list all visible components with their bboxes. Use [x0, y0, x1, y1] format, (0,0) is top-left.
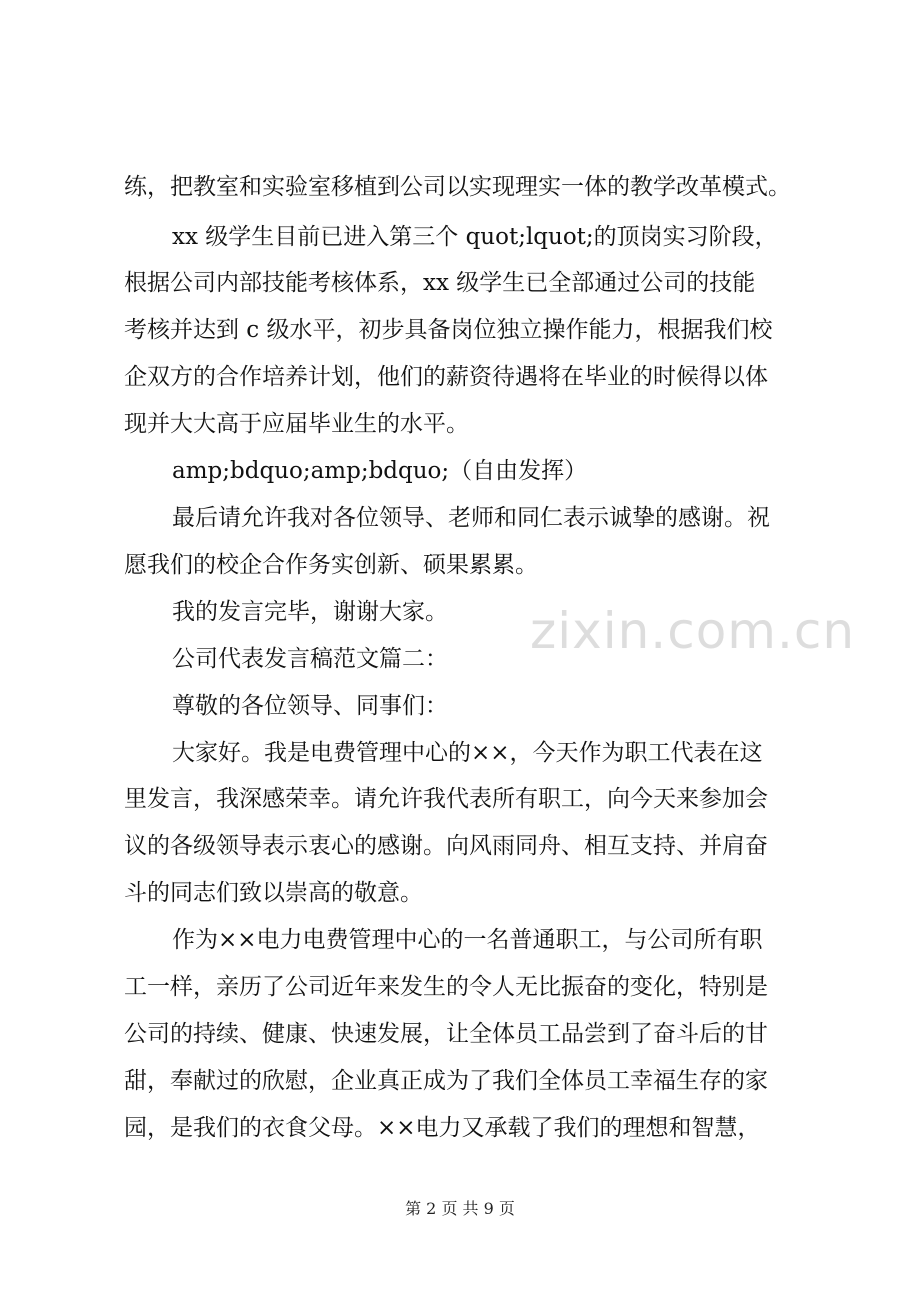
text-line: 大家好。我是电费管理中心的××，今天作为职工代表在这: [172, 740, 763, 766]
text-line: 现并大大高于应届毕业生的水平。: [124, 411, 469, 437]
page-number: 第 2 页 共 9 页: [405, 1199, 515, 1218]
text-line: 作为××电力电费管理中心的一名普通职工，与公司所有职: [172, 927, 763, 953]
text-line: 最后请允许我对各位领导、老师和同仁表示诚挚的感谢。祝: [172, 505, 770, 531]
text-line: 议的各级领导表示衷心的感谢。向风雨同舟、相互支持、并肩奋: [124, 833, 768, 859]
text-line: 企双方的合作培养计划，他们的薪资待遇将在毕业的时候得以体: [124, 364, 768, 390]
text-line: 愿我们的校企合作务实创新、硕果累累。: [124, 552, 538, 578]
text-line: 练，把教室和实验室移植到公司以实现理实一体的教学改革模式。: [124, 174, 791, 200]
text-line: 考核并达到 c 级水平，初步具备岗位独立操作能力，根据我们校: [124, 317, 773, 343]
watermark: zixin.com.cn: [530, 602, 856, 660]
text-line: 里发言，我深感荣幸。请允许我代表所有职工，向今天来参加会: [124, 786, 768, 812]
text-line: 斗的同志们致以崇高的敬意。: [124, 880, 423, 906]
text-line: 甜，奉献过的欣慰，企业真正成为了我们全体员工幸福生存的家: [124, 1068, 768, 1094]
text-line: amp;bdquo;amp;bdquo;（自由发挥）: [172, 458, 588, 484]
text-line: 公司的持续、健康、快速发展，让全体员工品尝到了奋斗后的甘: [124, 1021, 768, 1047]
section-heading: 公司代表发言稿范文篇二：: [172, 646, 448, 672]
text-line: 工一样，亲历了公司近年来发生的令人无比振奋的变化，特别是: [124, 974, 768, 1000]
text-line: xx 级学生目前已进入第三个 quot;lquot;的顶岗实习阶段，: [172, 224, 778, 250]
text-line: 我的发言完毕，谢谢大家。: [172, 599, 448, 625]
salutation: 尊敬的各位领导、同事们：: [172, 693, 448, 719]
text-line: 根据公司内部技能考核体系，xx 级学生已全部通过公司的技能: [124, 270, 756, 296]
text-line: 园，是我们的衣食父母。××电力又承载了我们的理想和智慧，: [124, 1115, 761, 1141]
